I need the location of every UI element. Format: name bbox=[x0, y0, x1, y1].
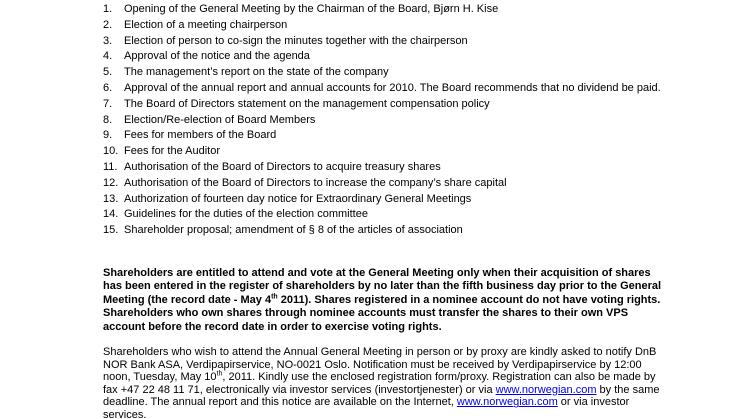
agenda-list bbox=[103, 2, 703, 239]
agenda-item-number: 11. bbox=[103, 160, 118, 173]
agenda-item bbox=[103, 128, 703, 144]
record-date-notice bbox=[103, 267, 663, 334]
agenda-item-text: Shareholder proposal; amendment of § 8 of the articles of association bbox=[124, 224, 463, 237]
agenda-item bbox=[103, 34, 703, 50]
agenda-item-text: Fees for the Auditor bbox=[124, 145, 220, 158]
agenda-item-text: Authorisation of the Board of Directors to acquire treasury shares bbox=[124, 160, 441, 173]
agenda-item-number: 5. bbox=[103, 66, 113, 79]
agenda-item bbox=[103, 81, 703, 97]
registration-superscript: th bbox=[216, 370, 223, 378]
agenda-item bbox=[103, 49, 703, 65]
agenda-item-text: Election of a meeting chairperson bbox=[124, 18, 288, 31]
agenda-item-text: Authorisation of the Board of Directors to increase the company’s share capital bbox=[124, 176, 507, 189]
agenda-item-number: 7. bbox=[103, 97, 113, 110]
agenda-item-number: 4. bbox=[103, 50, 113, 63]
agenda-item bbox=[103, 223, 703, 239]
agenda-item-number: 9. bbox=[103, 129, 113, 142]
registration-text-part1: Shareholders who wish to attend the Annual General Meeting in person or by proxy are kindly asked to notify DnB NOR Bank ASA, Verdipapirservice, NO-0021 Oslo. Notification must be received by Verdipapirservice by 12:00 noon, Tuesday, May 10 bbox=[103, 346, 657, 384]
registration-text-part2: , 2011. Kindly use the enclosed registration form/proxy. Registration can also be made by fax +47 22 48 11 71, electronically via investor services (investortjenester) or via bbox=[103, 371, 656, 396]
agenda-item-number: 3. bbox=[103, 34, 113, 47]
agenda-item-text: Approval of the notice and the agenda bbox=[124, 50, 310, 63]
agenda-item-text: Approval of the annual report and annual accounts for 2010. The Board recommends that no dividend be paid. bbox=[124, 81, 661, 94]
agenda-item-text: Election/Re-election of Board Members bbox=[124, 113, 316, 126]
agenda-item bbox=[103, 113, 703, 129]
agenda-item-text: Fees for members of the Board bbox=[124, 129, 277, 142]
agenda-item bbox=[103, 160, 703, 176]
agenda-item bbox=[103, 65, 703, 81]
agenda-item-number: 2. bbox=[103, 18, 113, 31]
norwegian-website-link[interactable]: www.norwegian.com bbox=[495, 383, 597, 396]
agenda-item-text: The Board of Directors statement on the management compensation policy bbox=[124, 97, 490, 110]
agenda-item bbox=[103, 144, 703, 160]
agenda-item-number: 6. bbox=[103, 81, 113, 94]
agenda-item-text: Guidelines for the duties of the election committee bbox=[124, 208, 368, 221]
agenda-item-text: The management’s report on the state of the company bbox=[124, 66, 389, 79]
notice-superscript: th bbox=[271, 293, 278, 301]
registration-paragraph bbox=[103, 346, 663, 419]
notice-text-part2: 2011). Shares registered in a nominee account do not have voting rights. Shareholders who own shares through nominee accounts must transfer the shares to their own VPS account before the record date in order to exercise voting rights. bbox=[103, 293, 661, 333]
agenda-item-number: 14. bbox=[103, 208, 119, 221]
agenda-item bbox=[103, 97, 703, 113]
agenda-item-text: Election of person to co-sign the minutes together with the chairperson bbox=[124, 34, 468, 47]
agenda-item bbox=[103, 192, 703, 208]
agenda-item bbox=[103, 2, 703, 18]
agenda-item bbox=[103, 176, 703, 192]
agenda-item-number: 10. bbox=[103, 145, 119, 158]
agenda-item-text: Opening of the General Meeting by the Chairman of the Board, Bjørn H. Kise bbox=[124, 3, 499, 15]
agenda-item-number: 1. bbox=[103, 3, 113, 15]
agenda-item bbox=[103, 18, 703, 34]
agenda-item-number: 8. bbox=[103, 113, 113, 126]
agenda-item-text: Authorization of fourteen day notice for Extraordinary General Meetings bbox=[124, 192, 472, 205]
registration-text-part4: or via investor services. bbox=[103, 396, 630, 419]
agenda-item-number: 15. bbox=[103, 224, 119, 237]
agenda-item-number: 13. bbox=[103, 192, 119, 205]
agenda-item-number: 12. bbox=[103, 176, 119, 189]
notice-text-part1: Shareholders are entitled to attend and vote at the General Meeting only when their acquisition of shares has been entered in the register of shareholders by no later than the fifth business day prior to the General Meeting (the record date - May 4 bbox=[103, 267, 662, 306]
norwegian-website-link-2[interactable]: www.norwegian.com bbox=[456, 396, 558, 409]
registration-text-part3: by the same deadline. The annual report and this notice are available on the Internet, bbox=[103, 383, 660, 409]
agenda-item bbox=[103, 207, 703, 223]
